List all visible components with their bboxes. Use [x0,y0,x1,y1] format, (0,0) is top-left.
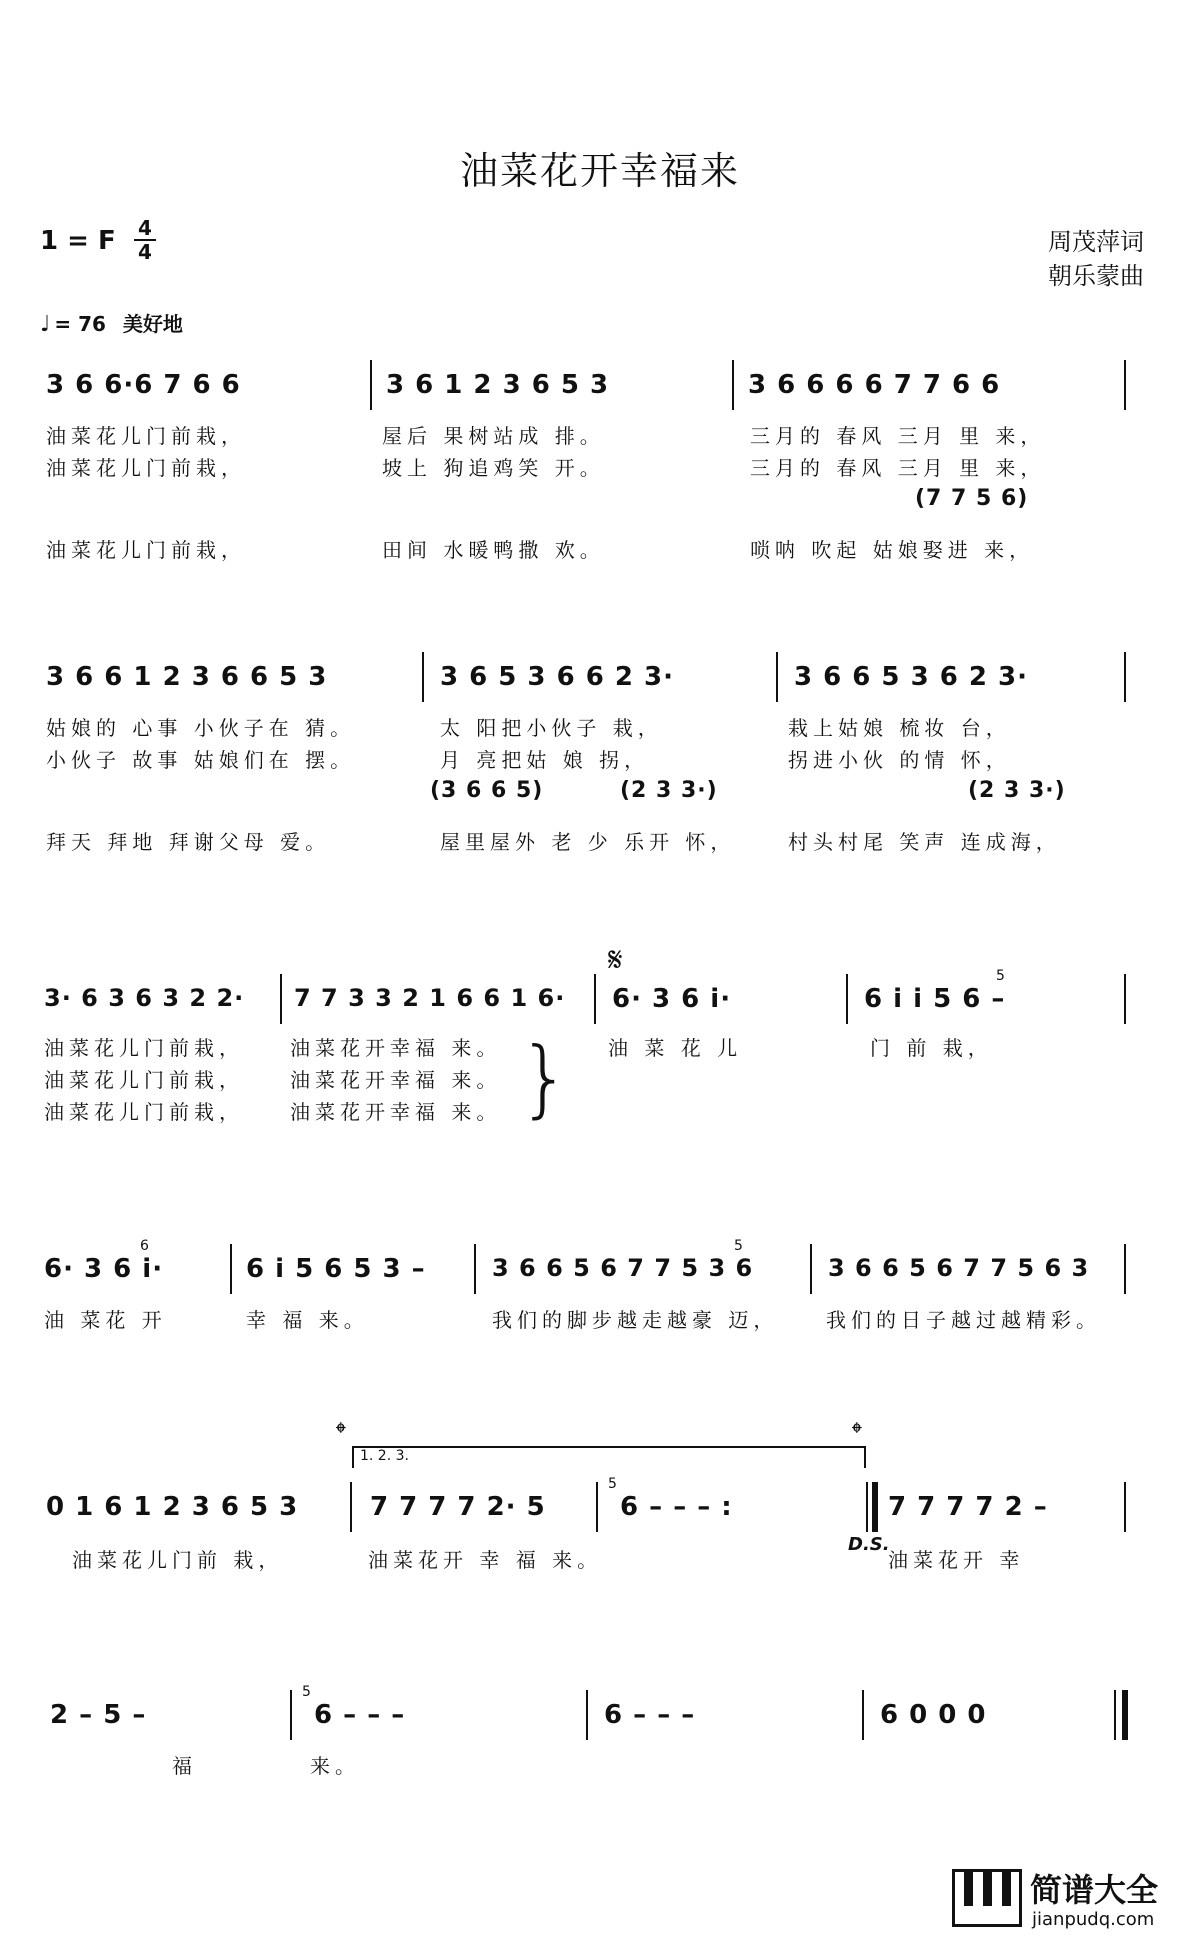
measure-notes: 3 6 1 2 3 6 5 3 [386,370,610,400]
barline [1124,360,1126,410]
coda-sign: 𝄌 [336,1416,346,1449]
final-barline [1122,1690,1128,1740]
piano-keys-icon [952,1869,1022,1927]
measure-notes: 3 6 5 3 6 6 2 3· [440,662,674,692]
measure-notes: 3 6 6·6 7 6 6 [46,370,241,400]
site-logo [952,1865,1172,1935]
final-barline [1114,1690,1116,1740]
lyric: 油菜花开幸福 来。 [290,1036,502,1060]
measure-notes: 6· 3 6 i· [44,1254,164,1284]
measure-notes: 3 6 6 1 2 3 6 6 5 3 [46,662,328,692]
brace: } [518,1029,572,1127]
song-title: 油菜花开幸福来 [459,149,740,193]
alternate-notes: (2 3 3·) [620,778,718,803]
measure-notes: 6 i i 5 6 – [864,984,1006,1014]
lyric: 太 阳把小伙子 栽， [440,716,663,740]
alternate-notes: (2 3 3·) [968,778,1066,803]
lyric: 拐进小伙 的情 怀， [788,748,1011,772]
barline [846,974,848,1024]
lyric: 油菜花儿门前栽， [46,538,246,562]
lyric: 屋后 果树站成 排。 [382,424,605,448]
barline [350,1482,352,1532]
lyric: 油菜花开幸福 来。 [290,1100,502,1124]
segno-sign: 𝄋 [608,940,623,980]
measure-notes: 6 – – – : [620,1492,733,1522]
measure-notes: 6 i 5 6 5 3 – [246,1254,426,1284]
measure-notes: 0 1 6 1 2 3 6 5 3 [46,1492,299,1522]
barline [1124,1244,1126,1294]
grace-note: 6 [140,1238,149,1254]
grace-note: 5 [996,968,1005,984]
measure-notes: 6 – – – [314,1700,406,1730]
barline [776,652,778,702]
lyric: 坡上 狗追鸡笑 开。 [382,456,605,480]
barline [1124,1482,1126,1532]
measure-notes: 6 0 0 0 [880,1700,987,1730]
measure-notes: 2 – 5 – [50,1700,147,1730]
tempo-bpm: = 76 [54,312,106,336]
lyric: 油菜花开 幸 [888,1548,1025,1572]
coda-sign: 𝄌 [852,1416,862,1449]
time-signature [134,217,156,263]
lyric: 油菜花儿门前栽， [44,1068,244,1092]
lyric: 屋里屋外 老 少 乐开 怀， [440,830,736,854]
barline [280,974,282,1024]
lyric: 小伙子 故事 姑娘们在 摆。 [46,748,356,772]
measure-notes: 7 7 7 7 2 – [888,1492,1048,1522]
barline [370,360,372,410]
repeat-barline [872,1482,878,1532]
key-signature: 1 = F [40,226,116,256]
lyric: 油 菜花 开 [44,1308,167,1332]
grace-note: 5 [302,1684,311,1700]
time-signature-bottom: 4 [134,239,156,263]
lyric: 油菜花儿门前栽， [44,1100,244,1124]
alternate-notes: (3 6 6 5) [430,778,544,803]
measure-notes: 6· 3 6 i· [612,984,732,1014]
measure-notes: 7 7 3 3 2 1 6 6 1 6· [294,984,566,1012]
lyric: 油菜花儿门前 栽， [72,1548,284,1572]
lyric: 村头村尾 笑声 连成海， [788,830,1061,854]
lyric: 门 前 栽， [870,1036,993,1060]
measure-notes: 6 – – – [604,1700,696,1730]
measure-notes: 3 6 6 6 6 7 7 6 6 [748,370,1001,400]
lyric: 我们的日子越过越精彩。 [826,1308,1101,1332]
grace-note: 5 [734,1238,743,1254]
logo-name: 简谱大全 [1030,1871,1159,1909]
measure-notes: 3 6 6 5 3 6 2 3· [794,662,1028,692]
barline [810,1244,812,1294]
measure-notes: 7 7 7 7 2· 5 [370,1492,546,1522]
lyric: 三月的 春风 三月 里 来， [750,456,1046,480]
lyric: 福 [172,1754,197,1778]
barline [596,1482,598,1532]
barline [422,652,424,702]
measure-notes: 3· 6 3 6 3 2 2· [44,984,245,1012]
barline [862,1690,864,1740]
barline [594,974,596,1024]
barline [230,1244,232,1294]
lyric: 油菜花开 幸 福 来。 [368,1548,603,1572]
barline [474,1244,476,1294]
volta-bracket: 1. 2. 3. [352,1446,866,1468]
lyric: 田间 水暖鸭撒 欢。 [382,538,605,562]
grace-note: 5 [608,1476,617,1492]
tempo-marking [40,308,183,337]
time-signature-top: 4 [138,216,152,240]
barline [732,360,734,410]
lyric: 油菜花儿门前栽， [46,424,246,448]
lyric: 来。 [310,1754,360,1778]
composer-credit: 朝乐蒙曲 [1048,262,1144,290]
lyric: 拜天 拜地 拜谢父母 爱。 [46,830,331,854]
barline [290,1690,292,1740]
barline [1124,652,1126,702]
lyric: 油菜花儿门前栽， [46,456,246,480]
dal-segno-marking: D.S. [848,1534,890,1555]
lyric: 月 亮把姑 娘 拐， [440,748,650,772]
logo-url: jianpudq.com [1032,1909,1155,1930]
measure-notes: 3 6 6 5 6 7 7 5 3 6 [492,1254,754,1282]
barline [1124,974,1126,1024]
lyric: 三月的 春风 三月 里 来， [750,424,1046,448]
lyric: 油菜花开幸福 来。 [290,1068,502,1092]
alternate-notes: (7 7 5 6) [915,486,1029,511]
lyric: 姑娘的 心事 小伙子在 猜。 [46,716,356,740]
lyric: 幸 福 来。 [246,1308,369,1332]
lyric: 栽上姑娘 梳妆 台， [788,716,1011,740]
measure-notes: 3 6 6 5 6 7 7 5 6 3 [828,1254,1090,1282]
lyric: 我们的脚步越走越豪 迈， [492,1308,779,1332]
lyric: 油 菜 花 儿 [608,1036,743,1060]
lyric: 油菜花儿门前栽， [44,1036,244,1060]
quarter-note-icon: ♩ [40,312,51,337]
repeat-barline [866,1482,868,1532]
lyric: 唢呐 吹起 姑娘娶进 来， [750,538,1035,562]
lyricist-credit: 周茂萍词 [1048,228,1144,256]
barline [586,1690,588,1740]
tempo-expression: 美好地 [122,312,183,336]
